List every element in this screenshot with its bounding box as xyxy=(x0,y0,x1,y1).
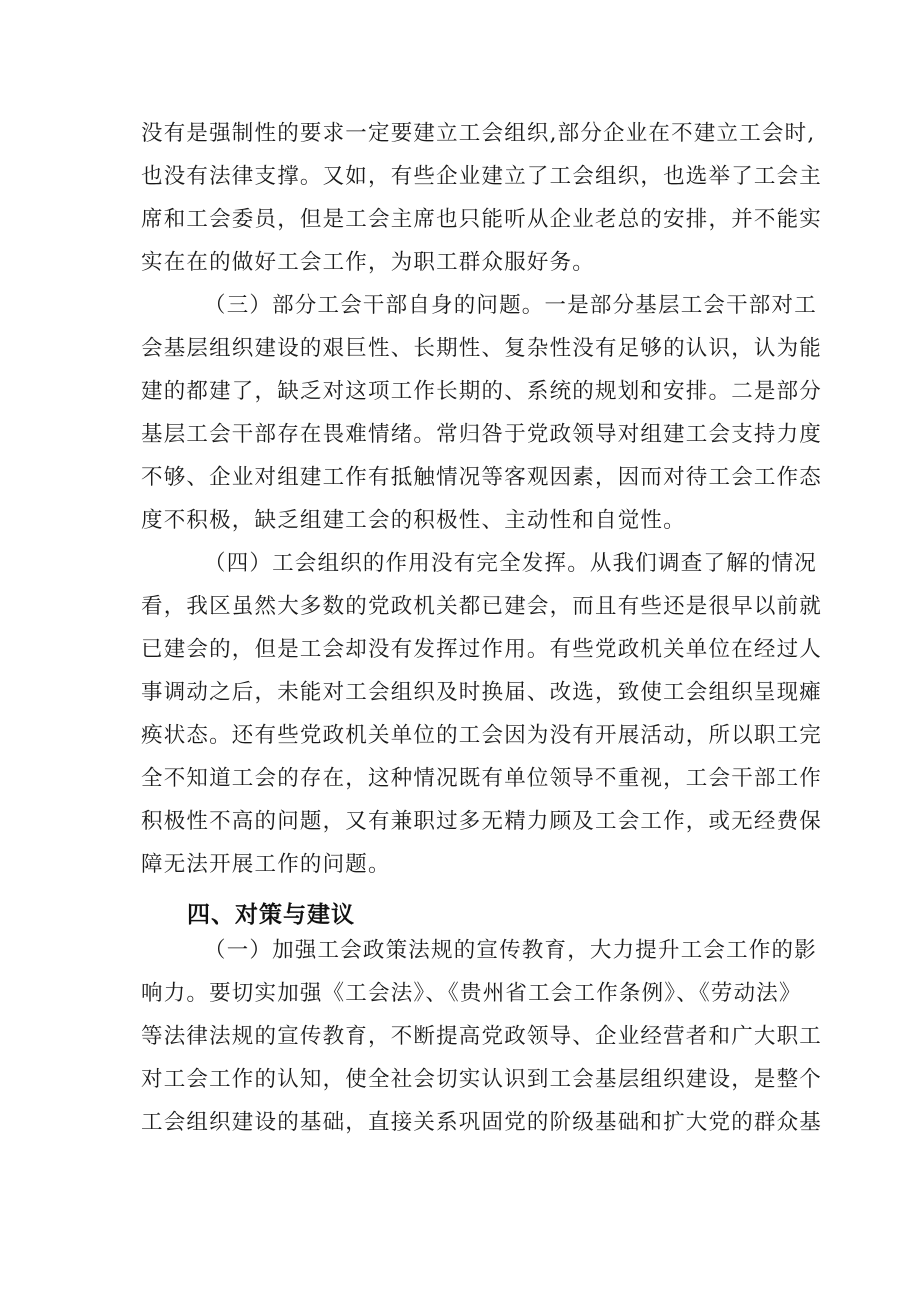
text-line: 障无法开展工作的问题。 xyxy=(141,852,391,877)
text-line: 建的都建了，缺乏对这项工作长期的、系统的规划和安排。二是部分 xyxy=(141,379,823,404)
text-line: 没有是强制性的要求一定要建立工会组织,部分企业在不建立工会时, xyxy=(141,121,816,146)
paragraph-first-line: （一）加强工会政策法规的宣传教育，大力提升工会工作的影 xyxy=(204,938,817,963)
text-line: 不够、企业对组建工作有抵触情况等客观因素，因而对待工会工作态 xyxy=(141,465,823,490)
text-line: 席和工会委员，但是工会主席也只能听从企业老总的安排，并不能实 xyxy=(141,207,823,232)
text-line: 已建会的，但是工会却没有发挥过作用。有些党政机关单位在经过人 xyxy=(141,637,823,662)
text-line: 积极性不高的问题，又有兼职过多无精力顾及工会工作，或无经费保 xyxy=(141,809,823,834)
section-heading: 四、对策与建议 xyxy=(187,902,355,928)
text-line: 痪状态。还有些党政机关单位的工会因为没有开展活动，所以职工完 xyxy=(141,723,823,748)
text-line: 也没有法律支撑。又如，有些企业建立了工会组织，也选举了工会主 xyxy=(141,164,823,189)
text-line: 对工会工作的认知，使全社会切实认识到工会基层组织建设，是整个 xyxy=(141,1067,823,1092)
text-line: 响力。要切实加强《工会法》、《贵州省工会工作条例》、《劳动法》 xyxy=(141,981,802,1006)
text-line: 会基层组织建设的艰巨性、长期性、复杂性没有足够的认识，认为能 xyxy=(141,336,823,361)
paragraph-first-line: （四）工会组织的作用没有完全发挥。从我们调查了解的情况 xyxy=(204,551,817,576)
text-line: 事调动之后，未能对工会组织及时换届、改选，致使工会组织呈现瘫 xyxy=(141,680,823,705)
text-line: 全不知道工会的存在，这种情况既有单位领导不重视，工会干部工作 xyxy=(141,766,823,791)
text-line: 工会组织建设的基础，直接关系巩固党的阶级基础和扩大党的群众基 xyxy=(141,1110,823,1135)
text-line: 等法律法规的宣传教育，不断提高党政领导、企业经营者和广大职工 xyxy=(141,1024,823,1049)
text-line: 看，我区虽然大多数的党政机关都已建会，而且有些还是很早以前就 xyxy=(141,594,823,619)
paragraph-first-line: （三）部分工会干部自身的问题。一是部分基层工会干部对工 xyxy=(204,293,817,318)
text-line: 度不积极，缺乏组建工会的积极性、主动性和自觉性。 xyxy=(141,508,686,533)
text-line: 基层工会干部存在畏难情绪。常归咎于党政领导对组建工会支持力度 xyxy=(141,422,823,447)
text-line: 实在在的做好工会工作，为职工群众服好务。 xyxy=(141,250,596,275)
